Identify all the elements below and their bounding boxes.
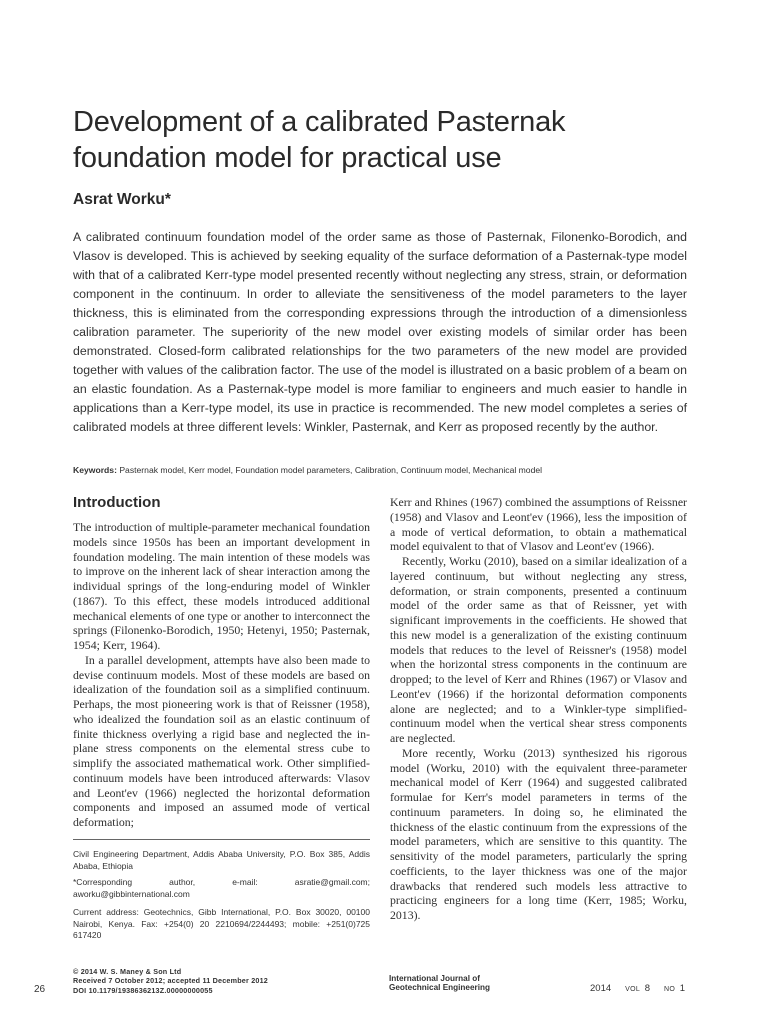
keywords-text: Pasternak model, Kerr model, Foundation model parameters, Calibration, Continuum model, Mechanical model [116,465,543,475]
doi: DOI 10.1179/1938636213Z.00000000055 [73,985,213,995]
keywords-label: Keywords: [73,465,117,475]
article-title [73,104,713,176]
paragraph: In a parallel development, attempts have also been made to devise continuum models. Most of these models are based on idealization of the foundation soil as a simplified continuum. Perhaps, the most pioneering work is that of Reissner (1958), who idealized the foundation soil as an elastic continuum of finite thickness overlying a rigid base and neglected the in-plane stress components on the elemental stress cube to simplify the associated mathematical work. Other simplified-continuum models have been introduced afterwards: Vlasov and Leont'ev (1966) neglected the horizontal deformation components and imposed an assumed mode of vertical deformation; [73,652,370,829]
issue-label: NO [664,986,676,993]
year: 2014 [590,983,612,994]
footnote-divider [73,839,370,840]
received-dates: Received 7 October 2012; accepted 11 December 2012 [73,976,268,986]
footnote-current-address: Current address: Geotechnics, Gibb International, P.O. Box 30020, 00100 Nairobi, Kenya. Fax: +254(0) 20 2210694/2244493; mobile: +251(0)725 617420 [73,907,370,940]
right-column [390,495,687,923]
keywords [73,465,713,475]
author-name: Asrat Worku* [73,191,171,208]
issue-number: 1 [679,983,686,994]
paragraph: Kerr and Rhines (1967) combined the assumptions of Reissner (1958) and Vlasov and Leont'ev (1966), less the imposition of a mode of vertical deformation, to obtain a mathematical model equivalent to that of Vlasov and Leont'ev (1966). [390,495,687,554]
paragraph: Recently, Worku (2010), based on a similar idealization of a layered continuum, but without neglecting any stress, deformation, or strain components, presented a continuum model of the order same as that of Reissner, yet with significant improvements in the coefficients. He showed that this new model is a generalization of the existing continuum models that reduces to the level of Reissner's (1958) model when the horizontal stress components in the continuum are dropped; to the level of Kerr and Rhines (1967) or Vlasov and Leont'ev (1966) if the horizontal deformation components alone are neglected; and to a Winkler-type simplified-continuum model when the vertical shear stress components are neglected. [390,554,687,745]
abstract: A calibrated continuum foundation model of the order same as those of Pasternak, Filonenko-Borodich, and Vlasov is developed. This is achieved by seeking equality of the surface deformation of a Pasternak-type model with that of a calibrated Kerr-type model presented recently without neglecting any stress, strain, or deformation component in the continuum. In order to alleviate the sensitiveness of the model parameters to the layer thickness, this is eliminated from the corresponding expressions through the introduction of a dimensionless calibration parameter. The superiority of the new model over existing models of similar order has been demonstrated. Closed-form calibrated relationships for the two parameters of the new model are provided together with values of the calibration factor. The use of the model is illustrated on a basic problem of a beam on an elastic foundation. As a Pasternak-type model is more familiar to engineers and much easier to handle in applications than a Kerr-type model, its use in practice is recommended. The new model completes a series of calibrated models at three different levels: Winkler, Pasternak, and Kerr as proposed recently by the author. [73,230,687,435]
journal-name [389,974,490,992]
volume-label: VOL [625,986,641,993]
copyright: © 2014 W. S. Maney & Son Ltd [73,967,182,976]
paragraph: The introduction of multiple-parameter mechanical foundation models since 1950s has been an important development in foundation modeling. The main intention of these models was to improve on the inherent lack of shear interaction among the individual springs of the long-enduring model of Winkler (1867). To this effect, these models introduced additional mechanical elements of one type or another to interconnect the springs (Filonenko-Borodich, 1950; Hetenyi, 1950; Pasternak, 1954; Kerr, 1964). [73,520,370,652]
title-line-2: foundation model for practical use [73,142,502,174]
volume-number: 8 [644,983,650,994]
footnote-corresponding-author: *Corresponding author, e-mail: asratie@gmail.com; aworku@gibbinternational.com [73,877,370,899]
paragraph: More recently, Worku (2013) synthesized his rigorous model (Worku, 2010) with the equivalent three-parameter mechanical model of Kerr (1964) and suggested calibrated formulae for Kerr's model parameters in terms of the continuum parameters. In doing so, he eliminated the thickness of the elastic continuum from the expressions of the model parameters, which are sensitive to this quantity. The sensitivity of the model parameters, particularly the spring coefficients, to the layer thickness was one of the major drawbacks that rendered such models less attractive to practicing engineers for a long time (Kerr, 1985; Worku, 2013). [390,745,687,922]
footnote-affiliation: Civil Engineering Department, Addis Ababa University, P.O. Box 385, Addis Ababa, Ethiopia [73,849,370,871]
section-heading-introduction: Introduction [73,494,161,511]
journal-line-2: Geotechnical Engineering [389,983,491,993]
left-column [73,520,370,830]
journal-line-1: International Journal of [389,974,480,983]
issue-info [590,983,685,994]
page-number: 26 [34,984,46,995]
title-line-1: Development of a calibrated Pasternak [73,106,566,138]
publication-info [73,967,268,995]
